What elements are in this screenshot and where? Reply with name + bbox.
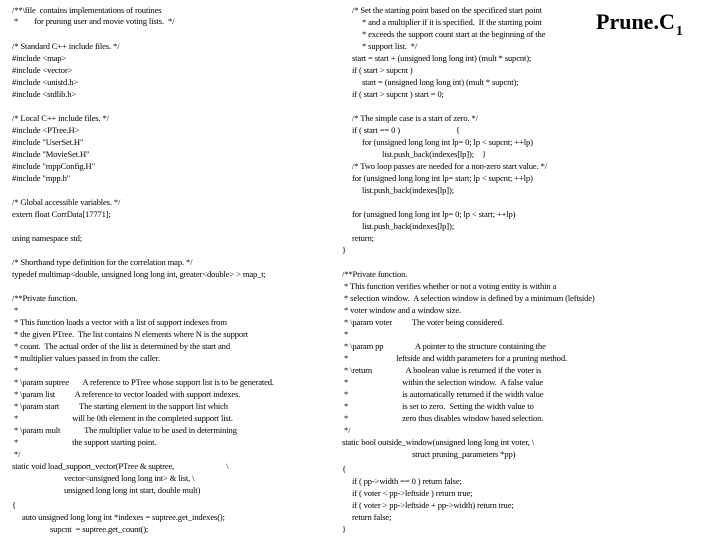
code-line: for (unsigned long long int lp= start; lp < supcnt; ++lp) bbox=[342, 173, 533, 183]
code-line: if ( pp->width == 0 ) return false; bbox=[342, 476, 462, 486]
code-line: * is set to zero. Setting the width value to bbox=[342, 401, 534, 411]
code-line: } bbox=[342, 245, 346, 255]
code-line: * within the selection window. A false value bbox=[342, 377, 544, 387]
code-line: list.push_back(indexes[lp]); bbox=[342, 185, 454, 195]
code-line: * selection window. A selection window is defined by a minimum (leftside) bbox=[342, 293, 595, 303]
code-line: * \param pp A pointer to the structure containing the bbox=[342, 341, 546, 351]
code-line: static bool outside_window(unsigned long long int voter, \ bbox=[342, 437, 534, 447]
code-line: extern float CorrData[17771]; bbox=[12, 209, 111, 219]
code-line: * \param list A reference to vector loaded with support indexes. bbox=[12, 389, 241, 399]
code-line: return; bbox=[342, 233, 374, 243]
slide-title-subscript: 1 bbox=[675, 24, 683, 39]
code-line: supcnt = suptree.get_count(); bbox=[12, 524, 149, 534]
code-line: /**Private function. bbox=[12, 293, 78, 303]
code-line: #include <stdlib.h> bbox=[12, 89, 77, 99]
code-line: #include "UserSet.H" bbox=[12, 137, 84, 147]
code-line: #include <PTree.H> bbox=[12, 125, 80, 135]
code-line: * multiplier values passed in from the caller. bbox=[12, 353, 160, 363]
code-line: static void load_support_vector(PTree & suptree, \ bbox=[12, 461, 229, 471]
code-line: * exceeds the support count start at the beginning of the bbox=[342, 29, 546, 39]
code-line: return false; bbox=[342, 512, 392, 522]
code-line: * count. The actual order of the list is determined by the start and bbox=[12, 341, 230, 351]
code-line: * \param start The starting element in the support list which bbox=[12, 401, 228, 411]
code-line: /* Local C++ include files. */ bbox=[12, 113, 109, 123]
code-line: { bbox=[342, 464, 346, 474]
code-line: #include "mpp.h" bbox=[12, 173, 71, 183]
code-line: * for pruning user and movie voting lists. */ bbox=[12, 16, 175, 26]
code-line: #include "MovieSet.H" bbox=[12, 149, 90, 159]
code-line: * the given PTree. The list contains N elements where N is the support bbox=[12, 329, 248, 339]
code-line: /* Shorthand type definition for the correlation map. */ bbox=[12, 257, 193, 267]
code-line: /**\file contains implementations of routines bbox=[12, 5, 162, 15]
slide-title bbox=[596, 8, 683, 40]
code-line: vector<unsigned long long int> & list, \ bbox=[12, 473, 195, 483]
code-line: for (unsigned long long int lp= 0; lp < start; ++lp) bbox=[342, 209, 516, 219]
code-line: * will be 0th element in the completed support list. bbox=[12, 413, 233, 423]
code-line: */ bbox=[12, 449, 21, 459]
code-line: * and a multiplier if it is specified. If the starting point bbox=[342, 17, 542, 27]
code-line: * voter window and a window size. bbox=[342, 305, 462, 315]
code-line: /* Standard C++ include files. */ bbox=[12, 41, 120, 51]
code-line: for (unsigned long long int lp= 0; lp < supcnt; ++lp) bbox=[342, 137, 533, 147]
code-line: #include <unistd.h> bbox=[12, 77, 79, 87]
code-line: } bbox=[342, 524, 346, 534]
code-line: auto unsigned long long int *indexes = suptree.get_indexes(); bbox=[12, 512, 225, 522]
code-line: * zero thus disables window based selection. bbox=[342, 413, 544, 423]
code-line: * bbox=[342, 329, 349, 339]
code-line: /**Private function. bbox=[342, 269, 408, 279]
code-line: if ( start == 0 ) { bbox=[342, 125, 460, 135]
code-line: if ( voter < pp->leftside ) return true; bbox=[342, 488, 473, 498]
code-line: * bbox=[12, 365, 19, 375]
code-line: #include "mppConfig.H" bbox=[12, 161, 95, 171]
code-line: #include <map> bbox=[12, 53, 67, 63]
code-line: unsigned long long int start, double mult) bbox=[12, 485, 201, 495]
code-line: * \return A boolean value is returned if the voter is bbox=[342, 365, 542, 375]
code-line: * leftside and width parameters for a pruning method. bbox=[342, 353, 567, 363]
code-line: */ bbox=[342, 425, 351, 435]
slide-title-main: Prune.C bbox=[596, 9, 675, 34]
code-line: /* The simple case is a start of zero. */ bbox=[342, 113, 478, 123]
code-line: * \param mult The multiplier value to be used in determining bbox=[12, 425, 237, 435]
code-line: * This function loads a vector with a list of support indexes from bbox=[12, 317, 227, 327]
code-line: /* Global accessible variables. */ bbox=[12, 197, 121, 207]
code-line: if ( voter > pp->leftside + pp->width) return true; bbox=[342, 500, 514, 510]
code-line: * is automatically returned if the width value bbox=[342, 389, 544, 399]
code-line: start = start + (unsigned long long int) (mult * supcnt); bbox=[342, 53, 532, 63]
code-line: if ( start > supcnt ) start = 0; bbox=[342, 89, 444, 99]
code-line: { bbox=[12, 500, 16, 510]
code-line: struct pruning_parameters *pp) bbox=[342, 449, 516, 459]
code-line: * \param voter The voter being considered. bbox=[342, 317, 504, 327]
code-line: list.push_back(indexes[lp]); bbox=[342, 221, 454, 231]
code-line: /* Two loop passes are needed for a non-zero start value. */ bbox=[342, 161, 547, 171]
code-line: using namespace std; bbox=[12, 233, 83, 243]
code-line: #include <vector> bbox=[12, 65, 73, 75]
code-line: if ( start > supcnt ) bbox=[342, 65, 413, 75]
code-line: start = (unsigned long long int) (mult * supcnt); bbox=[342, 77, 519, 87]
code-line: * bbox=[12, 305, 19, 315]
code-line: * support list. */ bbox=[342, 41, 418, 51]
code-line: * the support starting point. bbox=[12, 437, 157, 447]
code-line: * This function verifies whether or not a voting entity is within a bbox=[342, 281, 557, 291]
code-line: list.push_back(indexes[lp]); } bbox=[342, 149, 486, 159]
code-line: /* Set the starting point based on the specificed start point bbox=[342, 5, 542, 15]
code-line: typedef multimap<double, unsigned long long int, greater<double> > map_t; bbox=[12, 269, 266, 279]
code-line: * \param suptree A reference to PTree whose support list is to be generated. bbox=[12, 377, 274, 387]
